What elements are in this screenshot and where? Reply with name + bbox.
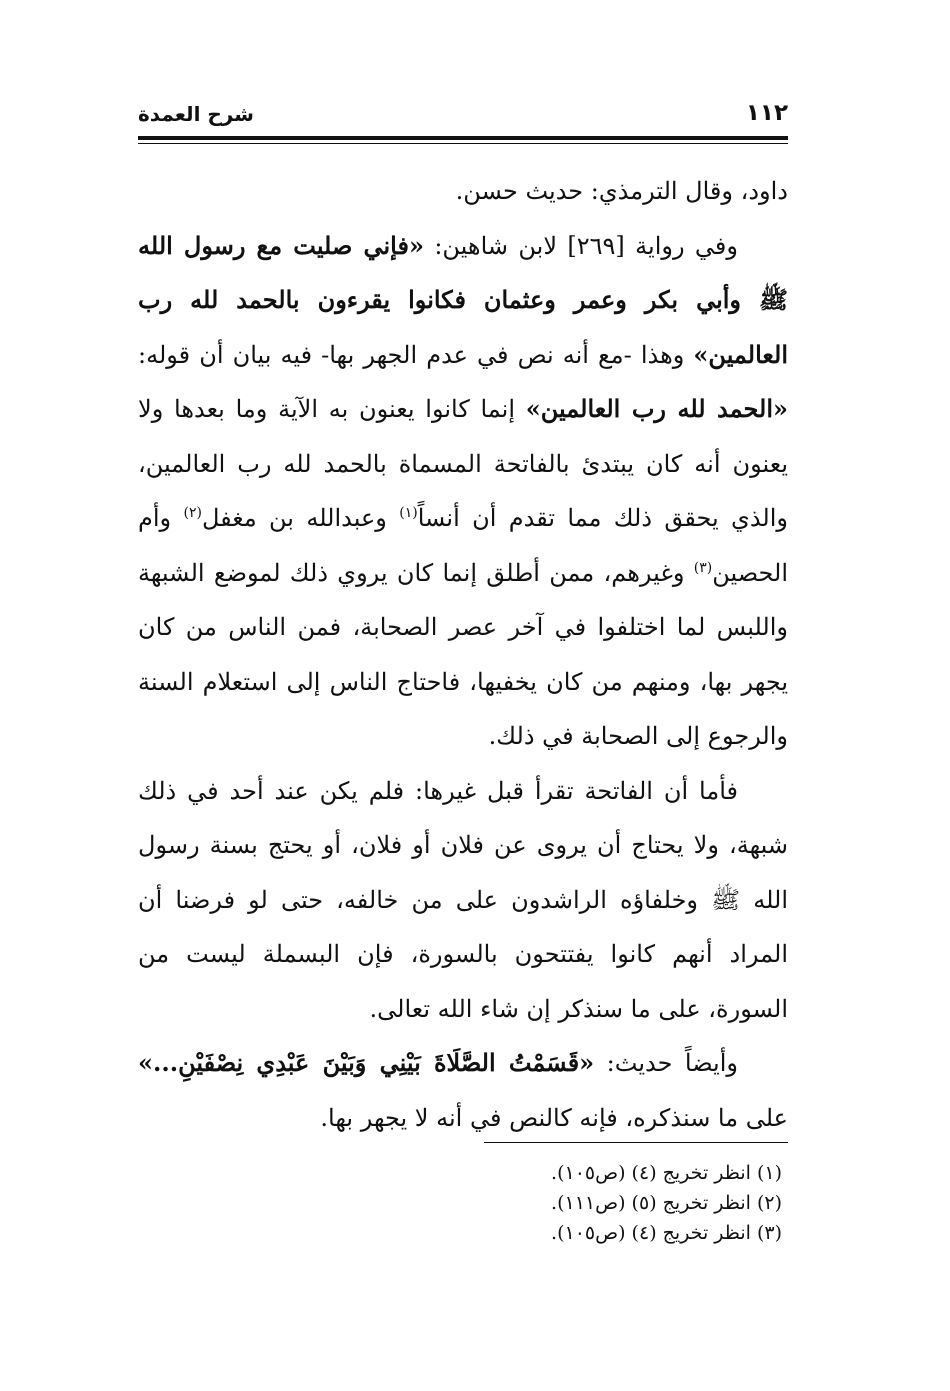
header-rule-thick (138, 136, 788, 140)
hadith-quote-1: «فإني صليت مع رسول الله ﷺ وأبي بكر وعمر وعثمان فكانوا يقرءون بالحمد لله رب العالمين» (138, 230, 788, 369)
paragraph-2-text-c: وعبدالله بن مغفل (201, 504, 400, 532)
page-header (138, 100, 788, 134)
paragraph-2-text-b: إنما كانوا يعنون به الآية وما بعدها ولا يعنون أنه كان يبتدئ بالفاتحة المسماة بالحمد لله رب العالمين، والذي يحقق ذلك مما تقدم أن أنساً (138, 395, 788, 532)
quote-alhamdulillah: «الحمد لله رب العالمين» (525, 394, 789, 423)
paragraph-2-text-e: وغيرهم، ممن أطلق إنما كان يروي ذلك لموضع الشبهة واللبس لما اختلفوا في آخر عصر الصحابة، فمن الناس من كان يجهر بها، ومنهم من كان يخفيها، فاحتاج الناس إلى استعلام السنة والرجوع إلى الصحابة في ذلك. (138, 558, 788, 750)
paragraph-2-text-a: وهذا -مع أنه نص في عدم الجهر بها- فيه بيان أن قوله: (138, 340, 694, 369)
hadith-quote-2: «قَسَمْتُ الصَّلَاةَ بَيْنِي وَبَيْنَ عَبْدِي نِصْفَيْنِ...» (138, 1048, 595, 1077)
footnote-ref-1: (١) (399, 505, 418, 521)
footnote-ref-2: (٢) (183, 505, 202, 521)
paragraph-1: داود، وقال الترمذي: حديث حسن. (455, 177, 788, 205)
paragraph-2-intro: وفي رواية [٢٦٩] لابن شاهين: (423, 231, 738, 260)
paragraph-2 (138, 219, 788, 764)
footnote-ref-3: (٣) (693, 559, 713, 576)
header-rule-thin (138, 143, 788, 144)
paragraph-4-text: على ما سنذكره، فإنه كالنص في أنه لا يجهر بها. (320, 1103, 788, 1132)
running-title: شرح العمدة (138, 102, 254, 126)
paragraph-4-intro: وأيضاً حديث: (594, 1049, 738, 1077)
paragraph-3: فأما أن الفاتحة تقرأ قبل غيرها: فلم يكن عند أحد في ذلك شبهة، ولا يحتاج أن يروى عن فلان أو فلان، أو يحتج بسنة رسول الله ﷺ وخلفاؤه الراشدون على من خالفه، حتى لو فرضنا أن المراد أنهم كانوا يفتتحون بالسورة، فإن البسملة ليست من السورة، على ما سنذكر إن شاء الله تعالى. (138, 776, 788, 1023)
footnote-3: (٣) انظر تخريج (٤) (ص١٠٥). (551, 1222, 782, 1244)
page-number: ١١٢ (745, 100, 788, 126)
footnotes (138, 1158, 782, 1248)
footnote-separator (484, 1142, 788, 1143)
paragraph-2-text-d: وأم الحصين (138, 504, 788, 587)
footnote-1: (١) انظر تخريج (٤) (ص١٠٥). (551, 1162, 782, 1184)
main-text (138, 164, 788, 1145)
footnote-2: (٢) انظر تخريج (٥) (ص١١١). (551, 1192, 782, 1214)
paragraph-4 (138, 1036, 788, 1145)
